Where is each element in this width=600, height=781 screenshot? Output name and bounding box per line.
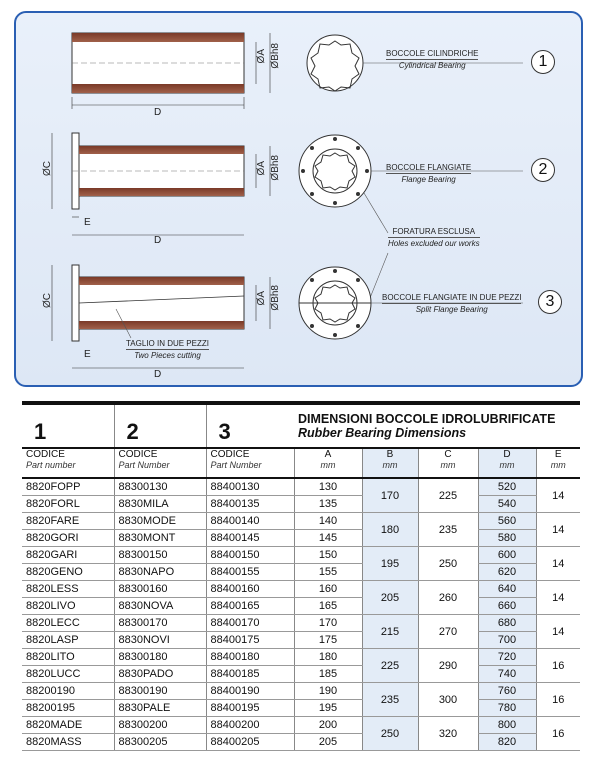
dim-e-2: E: [84, 217, 91, 228]
col-header-c: C mm: [418, 448, 478, 478]
table-row: [22, 598, 580, 615]
row-d: 520: [478, 478, 536, 496]
row-d: 660: [478, 598, 536, 615]
row-code-3: 88400165: [206, 598, 294, 615]
row-code-3: 88400185: [206, 666, 294, 683]
table-row: [22, 615, 580, 632]
table-row: [22, 496, 580, 513]
table-row: [22, 564, 580, 581]
dim-c-3: ØC: [42, 293, 53, 308]
row-d: 740: [478, 666, 536, 683]
row-c: 235: [418, 513, 478, 547]
row-code-2: 88300130: [114, 478, 206, 496]
column-header-row: [22, 448, 580, 478]
row-code-1: 8820GARI: [22, 547, 114, 564]
row-a: 145: [294, 530, 362, 547]
row-code-1: 8820GORI: [22, 530, 114, 547]
row-d: 620: [478, 564, 536, 581]
row-code-2: 8830NOVI: [114, 632, 206, 649]
row-e: 14: [536, 513, 580, 547]
row-code-2: 8830PALE: [114, 700, 206, 717]
row-code-3: 88400150: [206, 547, 294, 564]
dim-b-1: ØBh8: [270, 43, 281, 69]
table-row: [22, 513, 580, 530]
table-row: [22, 632, 580, 649]
label-two-pieces-cut: TAGLIO IN DUE PEZZI Two Pieces cutting: [126, 339, 209, 360]
row-code-2: 8830MODE: [114, 513, 206, 530]
row-code-1: 8820LASP: [22, 632, 114, 649]
row-code-3: 88400200: [206, 717, 294, 734]
table-row: [22, 683, 580, 700]
row-code-1: 8820LECC: [22, 615, 114, 632]
row-code-2: 88300180: [114, 649, 206, 666]
row-b: 235: [362, 683, 418, 717]
row-code-1: 8820FARE: [22, 513, 114, 530]
row-d: 760: [478, 683, 536, 700]
row-e: 16: [536, 649, 580, 683]
row-e: 14: [536, 547, 580, 581]
row-d: 540: [478, 496, 536, 513]
row-code-3: 88400170: [206, 615, 294, 632]
row-code-2: 88300170: [114, 615, 206, 632]
row-c: 260: [418, 581, 478, 615]
table-row: [22, 547, 580, 564]
dim-d-2: D: [154, 235, 162, 246]
row-d: 640: [478, 581, 536, 598]
item-number-1: 1: [531, 50, 555, 74]
dim-d-1: D: [154, 107, 162, 118]
row-a: 135: [294, 496, 362, 513]
dim-c-2: ØC: [42, 161, 53, 176]
row-code-3: 88400205: [206, 734, 294, 751]
row-code-1: 8820MASS: [22, 734, 114, 751]
row-e: 14: [536, 615, 580, 649]
group-header-row: [22, 405, 580, 448]
col-header-d: D mm: [478, 448, 536, 478]
dim-b-3: ØBh8: [270, 285, 281, 311]
dim-b-2: ØBh8: [270, 155, 281, 181]
table-row: [22, 666, 580, 683]
row-d: 780: [478, 700, 536, 717]
row-a: 200: [294, 717, 362, 734]
col-header-code-2: CODICE Part Number: [114, 448, 206, 478]
table-row: [22, 478, 580, 496]
row-a: 180: [294, 649, 362, 666]
row-code-2: 88300150: [114, 547, 206, 564]
dim-d-3: D: [154, 369, 162, 380]
row-d: 820: [478, 734, 536, 751]
row-code-3: 88400190: [206, 683, 294, 700]
col-header-e: E mm: [536, 448, 580, 478]
row-d: 720: [478, 649, 536, 666]
row-code-2: 88300190: [114, 683, 206, 700]
table-title: DIMENSIONI BOCCOLE IDROLUBRIFICATE Rubber Bearing Dimensions: [298, 412, 556, 440]
row-a: 175: [294, 632, 362, 649]
row-code-3: 88400175: [206, 632, 294, 649]
row-e: 14: [536, 478, 580, 513]
row-b: 205: [362, 581, 418, 615]
row-code-3: 88400160: [206, 581, 294, 598]
label-holes-excluded: FORATURA ESCLUSA Holes excluded our works: [388, 227, 480, 248]
group-number-1: 1: [34, 419, 47, 444]
row-code-1: 8820FORL: [22, 496, 114, 513]
col-header-a: A mm: [294, 448, 362, 478]
row-code-1: 8820LIVO: [22, 598, 114, 615]
row-a: 165: [294, 598, 362, 615]
row-code-3: 88400155: [206, 564, 294, 581]
row-b: 170: [362, 478, 418, 513]
dimensions-table: [22, 405, 580, 751]
group-number-3: 3: [206, 405, 294, 448]
table-row: [22, 649, 580, 666]
row-a: 190: [294, 683, 362, 700]
item-number-3: 3: [538, 290, 562, 314]
row-code-3: 88400180: [206, 649, 294, 666]
row-d: 700: [478, 632, 536, 649]
table-row: [22, 734, 580, 751]
row-b: 225: [362, 649, 418, 683]
row-code-3: 88400145: [206, 530, 294, 547]
row-code-1: 8820FOPP: [22, 478, 114, 496]
row-code-3: 88400140: [206, 513, 294, 530]
row-code-1: 8820LUCC: [22, 666, 114, 683]
row-code-1: 88200190: [22, 683, 114, 700]
row-code-1: 8820LESS: [22, 581, 114, 598]
row-e: 14: [536, 581, 580, 615]
col-header-code-3: CODICE Part Number: [206, 448, 294, 478]
item-number-2: 2: [531, 158, 555, 182]
col-header-b: B mm: [362, 448, 418, 478]
group-number-2: 2: [114, 405, 206, 448]
row-a: 155: [294, 564, 362, 581]
row-c: 290: [418, 649, 478, 683]
row-b: 250: [362, 717, 418, 751]
row-code-2: 8830NOVA: [114, 598, 206, 615]
row-e: 16: [536, 683, 580, 717]
row-b: 180: [362, 513, 418, 547]
row-c: 300: [418, 683, 478, 717]
row-code-3: 88400135: [206, 496, 294, 513]
row-code-1: 88200195: [22, 700, 114, 717]
row-code-3: 88400195: [206, 700, 294, 717]
dim-a-1: ØA: [256, 49, 267, 64]
row-code-2: 88300160: [114, 581, 206, 598]
row-d: 680: [478, 615, 536, 632]
row-d: 560: [478, 513, 536, 530]
row-a: 170: [294, 615, 362, 632]
label-cylindrical: BOCCOLE CILINDRICHE Cylindrical Bearing: [386, 49, 479, 70]
row-code-1: 8820GENO: [22, 564, 114, 581]
row-a: 185: [294, 666, 362, 683]
row-c: 270: [418, 615, 478, 649]
row-code-2: 8830MILA: [114, 496, 206, 513]
drawing-panel: [14, 11, 583, 387]
table-body: [22, 478, 580, 751]
col-header-code-1: CODICE Part number: [22, 448, 114, 478]
dim-e-3: E: [84, 349, 91, 360]
technical-drawing: [16, 13, 585, 389]
row-code-2: 88300200: [114, 717, 206, 734]
cylindrical-bearing-side-view: [72, 33, 270, 109]
row-d: 600: [478, 547, 536, 564]
row-a: 205: [294, 734, 362, 751]
dim-a-2: ØA: [256, 161, 267, 176]
row-d: 800: [478, 717, 536, 734]
row-code-2: 8830NAPO: [114, 564, 206, 581]
row-b: 195: [362, 547, 418, 581]
row-code-3: 88400130: [206, 478, 294, 496]
label-split-flange: BOCCOLE FLANGIATE IN DUE PEZZI Split Flange Bearing: [382, 293, 522, 314]
row-a: 130: [294, 478, 362, 496]
row-e: 16: [536, 717, 580, 751]
row-a: 195: [294, 700, 362, 717]
table-row: [22, 717, 580, 734]
row-c: 250: [418, 547, 478, 581]
row-b: 215: [362, 615, 418, 649]
row-a: 160: [294, 581, 362, 598]
label-flange: BOCCOLE FLANGIATE Flange Bearing: [386, 163, 472, 184]
table-row: [22, 581, 580, 598]
row-code-2: 88300205: [114, 734, 206, 751]
row-a: 150: [294, 547, 362, 564]
table-row: [22, 530, 580, 547]
row-code-1: 8820MADE: [22, 717, 114, 734]
row-c: 225: [418, 478, 478, 513]
row-c: 320: [418, 717, 478, 751]
row-a: 140: [294, 513, 362, 530]
row-code-2: 8830PADO: [114, 666, 206, 683]
row-d: 580: [478, 530, 536, 547]
row-code-1: 8820LITO: [22, 649, 114, 666]
dim-a-3: ØA: [256, 291, 267, 306]
row-code-2: 8830MONT: [114, 530, 206, 547]
table-row: [22, 700, 580, 717]
